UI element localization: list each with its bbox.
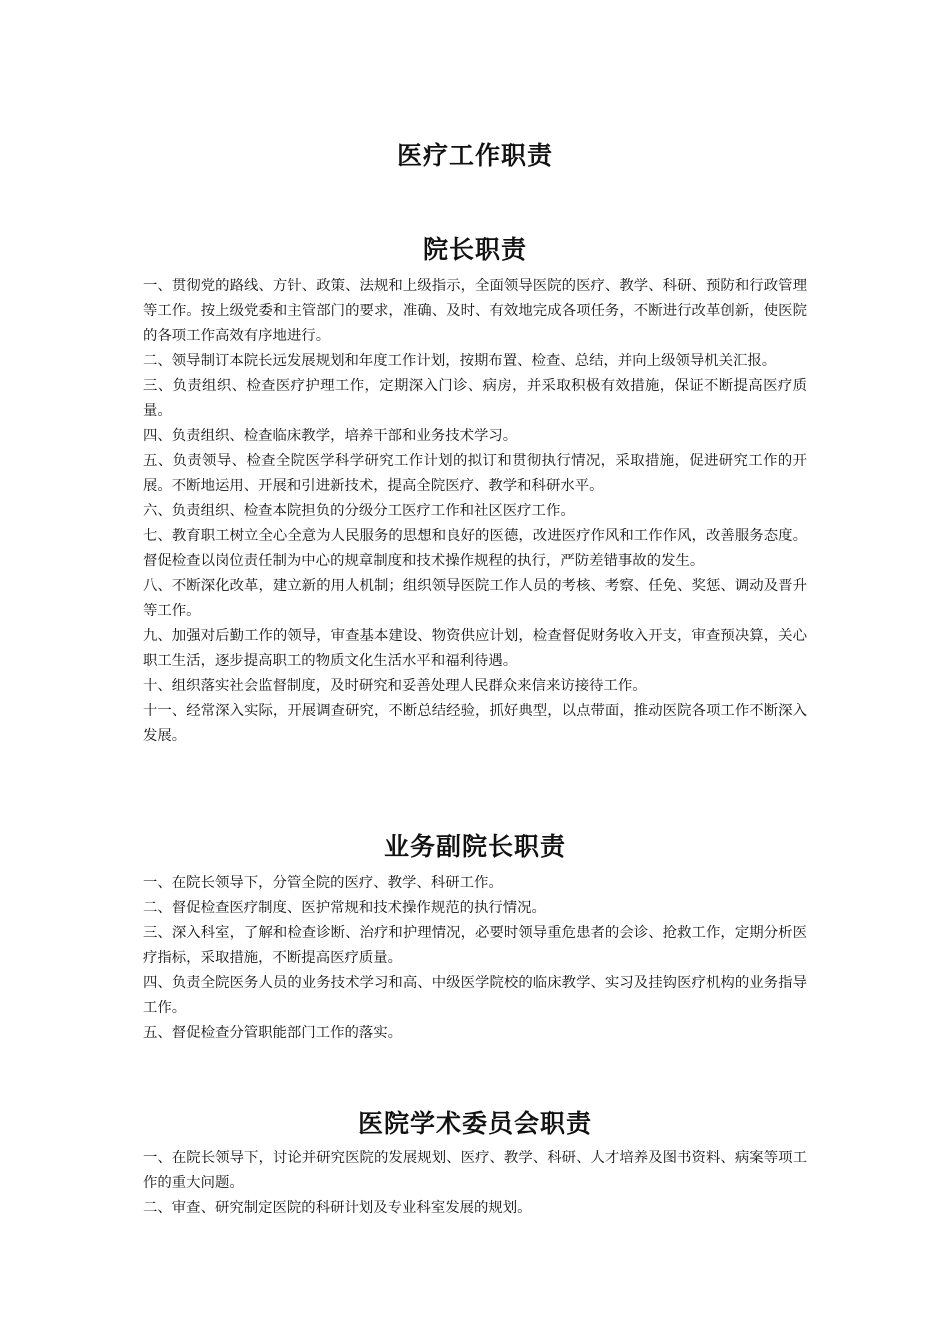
duty-item: 二、审查、研究制定医院的科研计划及专业科室发展的规划。	[143, 1200, 532, 1216]
section-academic-committee-duties	[143, 1106, 807, 1221]
duty-item: 一、贯彻党的路线、方针、政策、法规和上级指示，全面领导医院的医疗、教学、科研、预防和行政管理等工作。按上级党委和主管部门的要求，准确、及时、有效地完成各项任务，不断进行改革创新，使医院的各项工作高效有序地进行。	[143, 278, 807, 344]
section-heading: 院长职责	[422, 235, 527, 264]
duty-item: 五、负责领导、检查全院医学科学研究工作计划的拟订和贯彻执行情况，采取措施，促进研究工作的开展。不断地运用、开展和引进新技术，提高全院医疗、教学和科研水平。	[143, 453, 807, 494]
duty-list	[143, 274, 807, 749]
duty-item: 二、领导制订本院长远发展规划和年度工作计划，按期布置、检查、总结，并向上级领导机关汇报。	[143, 353, 777, 369]
duty-item: 四、负责组织、检查临床教学，培养干部和业务技术学习。	[143, 428, 518, 444]
section-president-duties	[143, 232, 807, 749]
duty-item: 三、负责组织、检查医疗护理工作，定期深入门诊、病房，并采取积极有效措施，保证不断提高医疗质量。	[143, 378, 807, 419]
duty-item: 五、督促检查分管职能部门工作的落实。	[143, 1025, 403, 1041]
section-heading: 医院学术委员会职责	[357, 1109, 592, 1138]
duty-item: 八、不断深化改革，建立新的用人机制；组织领导医院工作人员的考核、考察、任免、奖惩、调动及晋升等工作。	[143, 578, 807, 619]
section-heading: 业务副院长职责	[383, 832, 566, 861]
duty-item: 一、在院长领导下，分管全院的医疗、教学、科研工作。	[143, 875, 503, 891]
document-title: 医疗工作职责	[396, 141, 553, 170]
duty-item: 一、在院长领导下，讨论并研究医院的发展规划、医疗、教学、科研、人才培养及图书资料、病案等项工作的重大问题。	[143, 1150, 807, 1191]
duty-item: 七、教育职工树立全心全意为人民服务的思想和良好的医德，改进医疗作风和工作作风，改善服务态度。督促检查以岗位责任制为中心的规章制度和技术操作规程的执行，严防差错事故的发生。	[143, 528, 807, 569]
section-vice-president-duties	[143, 829, 807, 1046]
duty-item: 四、负责全院医务人员的业务技术学习和高、中级医学院校的临床教学、实习及挂钩医疗机构的业务指导工作。	[143, 975, 807, 1016]
duty-item: 三、深入科室，了解和检查诊断、治疗和护理情况，必要时领导重危患者的会诊、抢救工作，定期分析医疗指标，采取措施，不断提高医疗质量。	[143, 925, 807, 966]
duty-list	[143, 1146, 807, 1221]
duty-list	[143, 871, 807, 1046]
duty-item: 十、组织落实社会监督制度，及时研究和妥善处理人民群众来信来访接待工作。	[143, 678, 647, 694]
duty-item: 十一、经常深入实际，开展调查研究，不断总结经验，抓好典型，以点带面，推动医院各项工作不断深入发展。	[143, 703, 807, 744]
duty-item: 六、负责组织、检查本院担负的分级分工医疗工作和社区医疗工作。	[143, 503, 575, 519]
duty-item: 九、加强对后勤工作的领导，审查基本建设、物资供应计划，检查督促财务收入开支，审查预决算，关心职工生活，逐步提高职工的物质文化生活水平和福利待遇。	[143, 628, 807, 669]
duty-item: 二、督促检查医疗制度、医护常规和技术操作规范的执行情况。	[143, 900, 546, 916]
